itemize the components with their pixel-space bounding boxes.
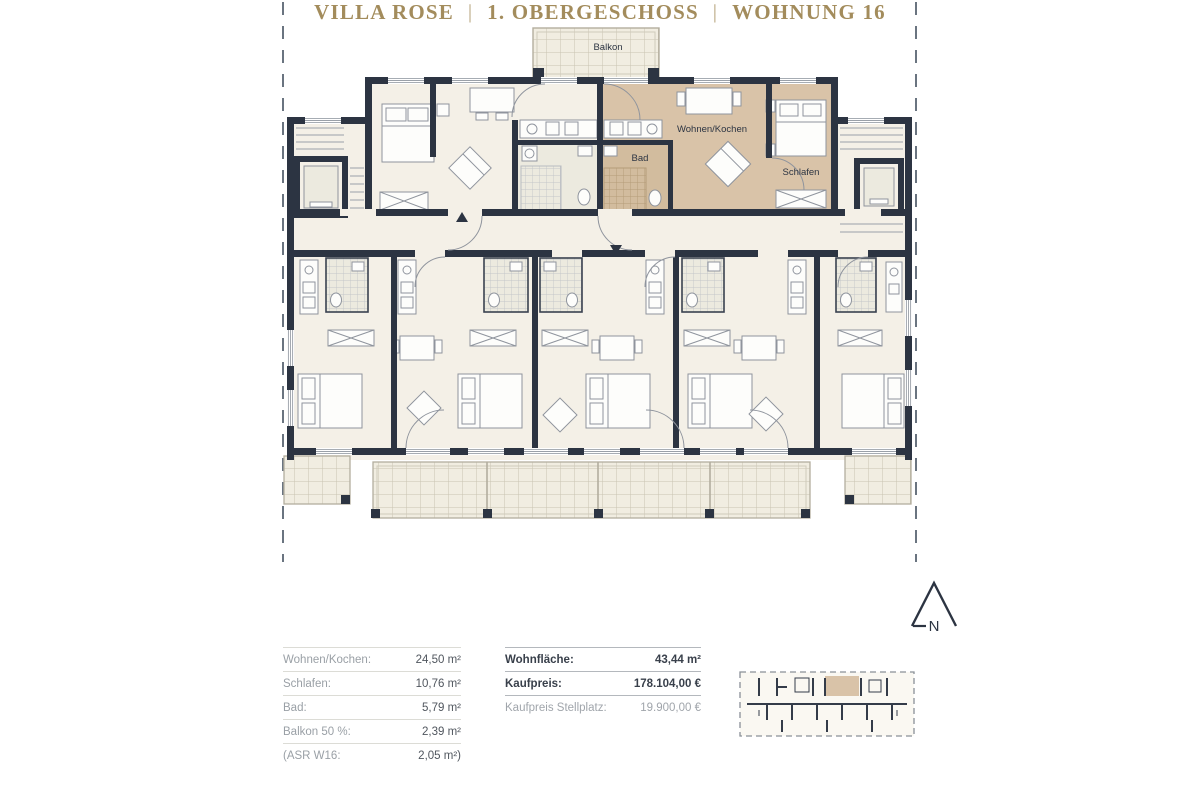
price-value: 178.104,00 € <box>633 677 701 690</box>
area-value: 2,05 m²) <box>418 749 461 762</box>
price-label: Kaufpreis Stellplatz: <box>505 701 607 714</box>
price-label: Kaufpreis: <box>505 677 562 690</box>
area-label: Bad: <box>283 701 307 714</box>
title-divider-2: | <box>712 1 719 23</box>
north-arrow-icon <box>903 574 965 636</box>
title-floor: 1. OBERGESCHOSS <box>487 0 699 24</box>
area-value: 24,50 m² <box>415 653 461 666</box>
room-label-balkon: Balkon <box>593 42 623 53</box>
area-value: 10,76 m² <box>415 677 461 690</box>
elevator-left <box>294 156 348 218</box>
mini-highlight-region <box>825 676 859 696</box>
price-table-row <box>505 648 701 672</box>
area-table-row <box>283 744 461 767</box>
area-label: Schlafen: <box>283 677 331 690</box>
north-label: N <box>928 618 940 635</box>
room-label-schlafen: Schlafen <box>782 167 820 178</box>
room-label-wohnen-kochen: Wohnen/Kochen <box>676 124 748 135</box>
price-table <box>505 647 701 719</box>
title-apartment: WOHNUNG 16 <box>732 0 886 24</box>
area-value: 2,39 m² <box>422 725 461 738</box>
area-label: Wohnen/Kochen: <box>283 653 372 666</box>
price-label: Wohnfläche: <box>505 653 574 666</box>
area-table-row <box>283 720 461 744</box>
price-table-row <box>505 672 701 696</box>
area-label: Balkon 50 %: <box>283 725 351 738</box>
elevator-right <box>854 158 904 216</box>
price-value: 43,44 m² <box>654 653 701 666</box>
area-table-row <box>283 648 461 672</box>
area-table-row <box>283 672 461 696</box>
area-table-row <box>283 696 461 720</box>
balcony-bottom-right <box>845 456 911 504</box>
area-table <box>283 647 461 767</box>
balcony-bottom-center <box>371 462 810 518</box>
price-table-row <box>505 696 701 719</box>
price-value: 19.900,00 € <box>640 701 701 714</box>
page-title <box>0 0 1200 25</box>
balcony-bottom-left <box>284 456 350 504</box>
floor-plan <box>276 0 924 572</box>
balcony-top <box>533 28 659 80</box>
title-project: VILLA ROSE <box>314 0 454 24</box>
area-value: 5,79 m² <box>422 701 461 714</box>
area-label: (ASR W16: <box>283 749 341 762</box>
room-label-bad: Bad <box>631 153 649 164</box>
title-divider-1: | <box>467 1 474 23</box>
mini-floorplan <box>737 666 917 742</box>
